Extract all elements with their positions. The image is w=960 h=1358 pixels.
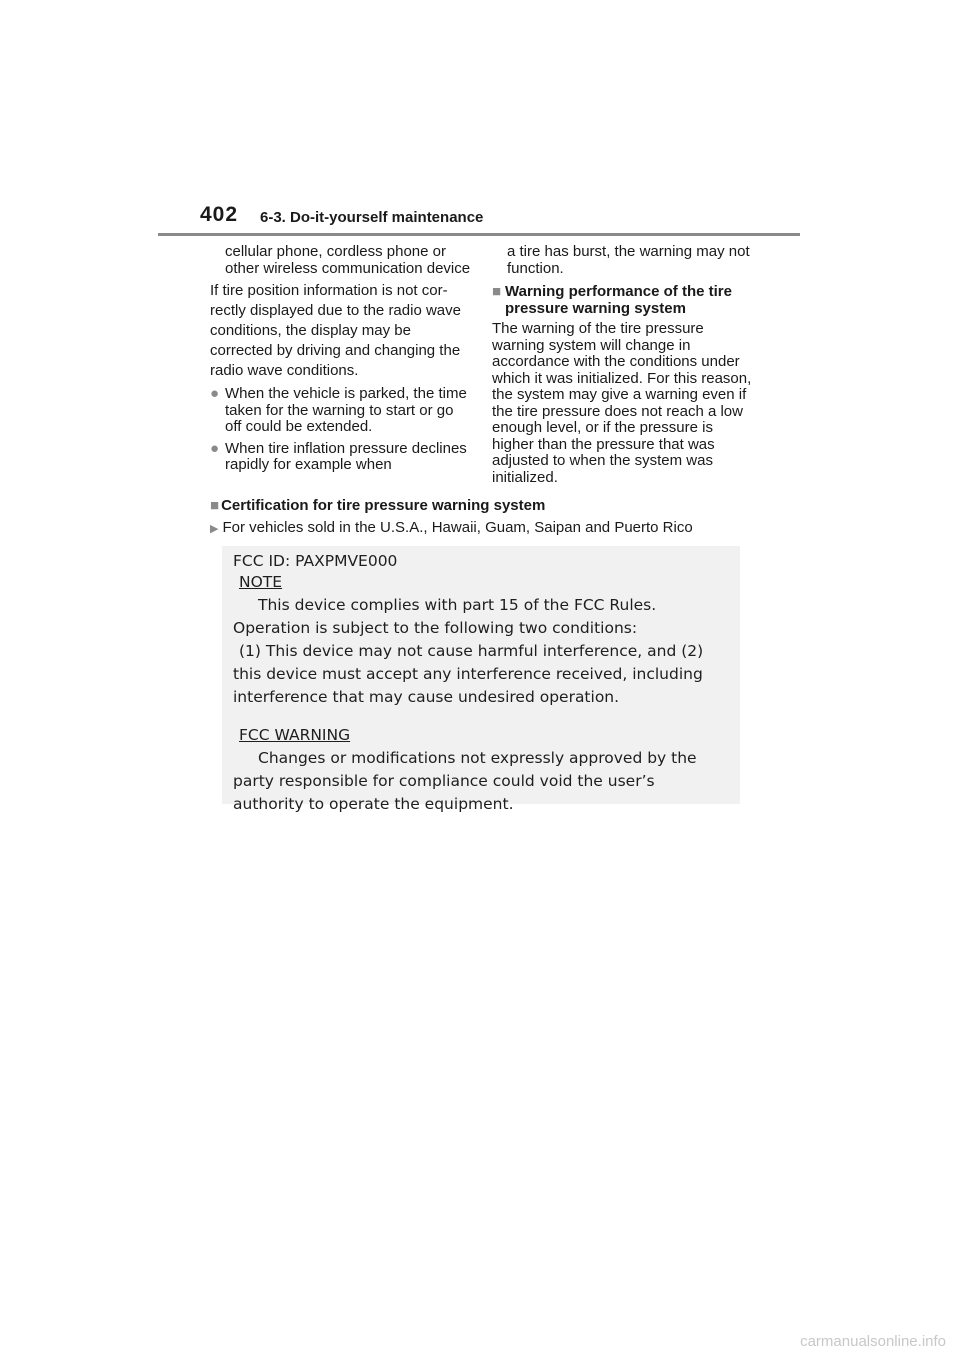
square-marker-icon: ■ [492,283,502,300]
certification-heading [210,497,545,514]
vehicles-text: For vehicles sold in the U.S.A., Hawaii, Guam, Saipan and Puerto Rico [222,519,693,536]
bullet-text: When the vehicle is parked, the time taken for the warning to start or go off could be extended. [225,385,467,435]
triangle-right-icon: ▶ [210,523,219,535]
fcc-note-line: This device complies with part 15 of the FCC Rules. [258,596,657,614]
header-rule [158,233,800,236]
continued-bullet-text: a tire has burst, the warning may not function. [507,243,750,277]
fcc-warning-line: authority to operate the equipment. [233,795,514,813]
fcc-warning-line: party responsible for compliance could void the user’s [233,772,655,790]
bullet-item-pressure-decline [210,441,472,474]
fcc-note-line: interference that may cause undesired operation. [233,688,620,706]
page-header [0,0,960,240]
bullet-item-parked [210,386,472,436]
radio-wave-paragraph: If tire position information is not cor-rectly displayed due to the radio wave conditions, the display may be corrected by driving and changing the radio wave conditions. [210,282,461,379]
page-number: 402 [200,203,239,226]
section-title: 6-3. Do-it-yourself maintenance [260,209,484,226]
fcc-warning-line: Changes or modifications not expressly approved by the [258,749,697,767]
continued-list-item: cellular phone, cordless phone or other wireless communication device [225,243,471,277]
site-watermark: carmanualsonline.info [800,1333,946,1350]
fcc-label-image [222,546,740,813]
bullet-dot-icon: ● [210,385,220,402]
heading-text: Warning performance of the tire pressure warning system [505,283,732,317]
heading-text: Certification for tire pressure warning system [221,497,546,514]
left-column [210,244,472,474]
warning-performance-body: The warning of the tire pressure warning system will change in accordance with the conditions under which it was initialized. For this reason, the system may give a warning even if the tire pressure does not reach a low enough level, or if the pressure is higher than the pressure that was adjusted to when the system was initialized. [492,320,752,486]
fcc-note-line: (1) This device may not cause harmful interference, and (2) [239,642,704,660]
fcc-note-line: this device must accept any interference received, including [233,665,703,683]
right-column [492,244,754,486]
fcc-note-line: Operation is subject to the following two conditions: [233,619,638,637]
warning-performance-heading [492,284,754,317]
square-marker-icon: ■ [210,497,220,514]
bullet-dot-icon: ● [210,439,220,457]
vehicles-region-line [210,519,693,536]
bullet-text: When tire inflation pressure declines rapidly for example when [225,439,467,473]
fcc-warning-title: FCC WARNING [239,726,351,744]
fcc-note-title: NOTE [239,573,283,591]
fcc-id-line: FCC ID: PAXPMVE000 [233,552,398,570]
